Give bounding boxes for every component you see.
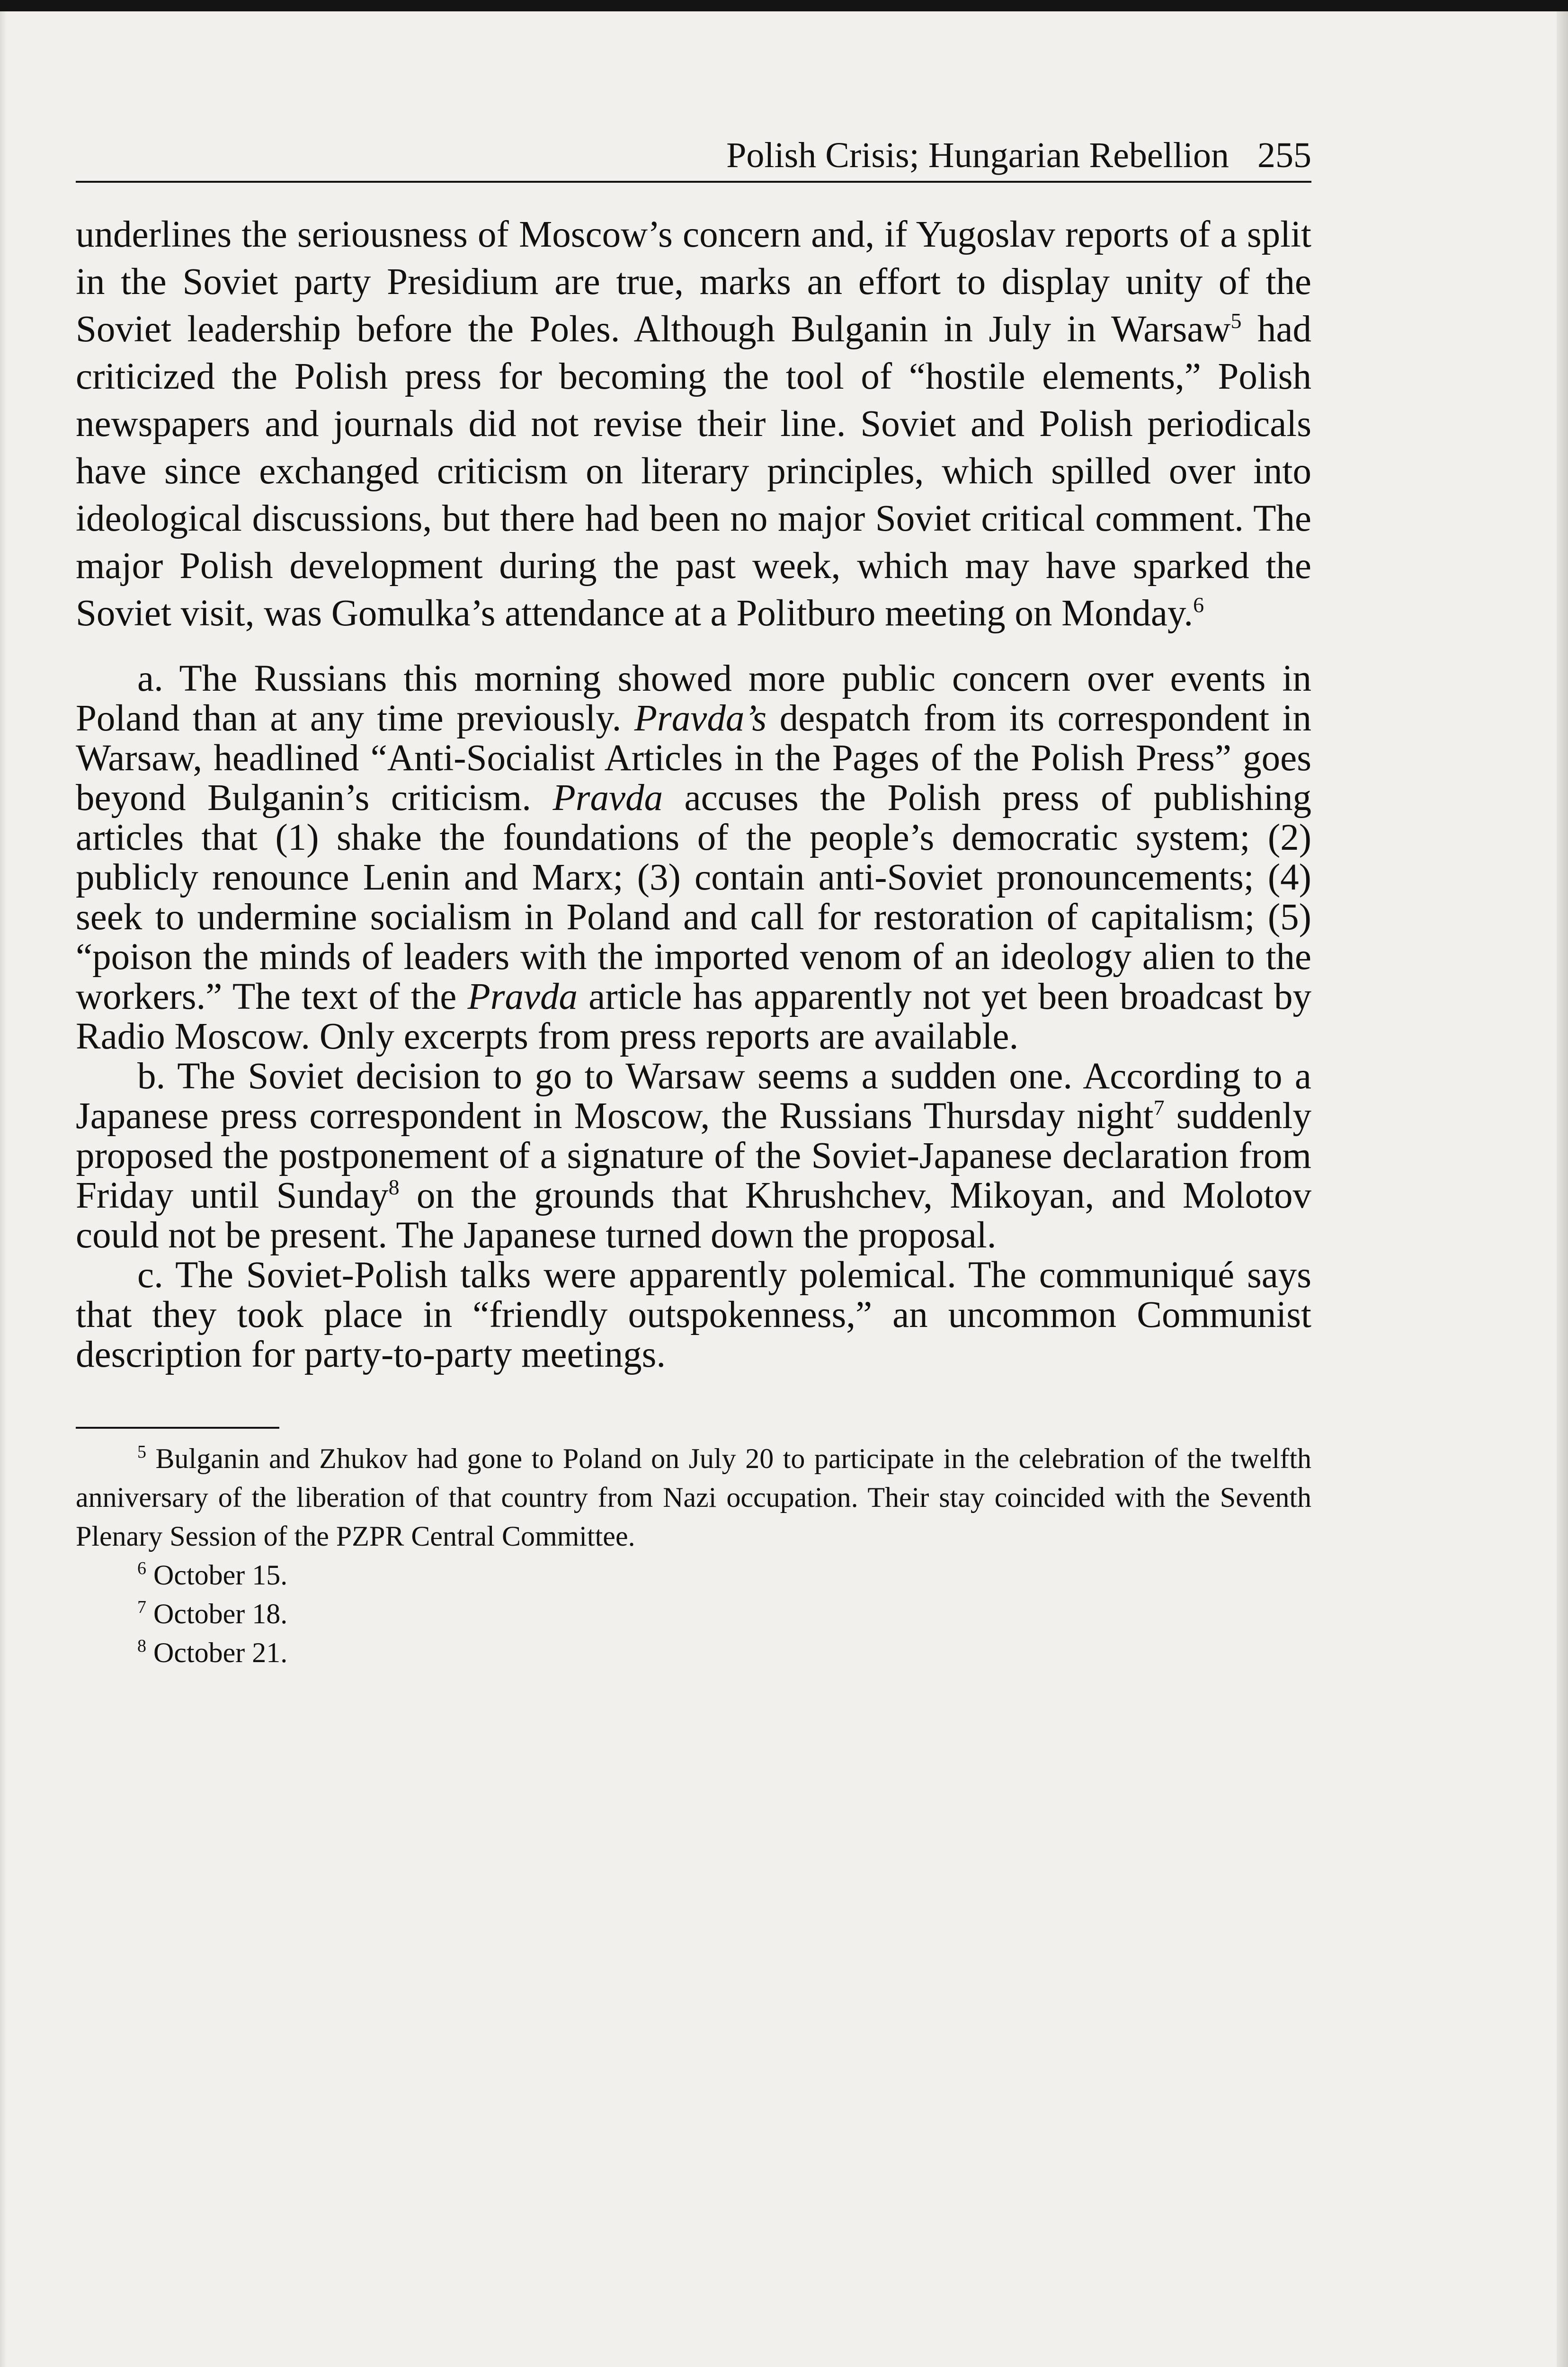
footnote-text: October 21. xyxy=(153,1637,288,1668)
footnotes xyxy=(76,1439,1311,1672)
item-a-text-2: despatch from its correspondent in Warsaw, headlined “Anti-Socialist Articles in the Pages of the Polish Press” goes beyond Bulganin’s criticism. xyxy=(76,698,1311,819)
lead-text-1: underlines the seriousness of Moscow’s concern and, if Yugoslav reports of a split in the Soviet party Presidium are true, marks an effort to display unity of the Soviet leadership before the Poles. Although Bulganin in July in Warsaw xyxy=(76,214,1311,350)
running-header-title: Polish Crisis; Hungarian Rebellion xyxy=(726,135,1229,175)
item-a-italic-pravda-2: Pravda xyxy=(467,976,578,1017)
footnote-ref-8: 8 xyxy=(388,1175,400,1199)
item-c-text-1: c. The Soviet-Polish talks were apparently polemical. The communiqué says that they took place in “friendly outspokenness,” an uncommon Communist description for party-to-party meetings. xyxy=(76,1255,1311,1375)
item-b-text-2: suddenly proposed the postponement of a signature of the Soviet-Japanese declaration from Friday until Sunday xyxy=(76,1095,1311,1216)
footnote-text: October 15. xyxy=(153,1559,288,1591)
body-text xyxy=(76,211,1311,1375)
footnote-number: 8 xyxy=(137,1636,146,1656)
footnote-text: October 18. xyxy=(153,1598,288,1629)
footnote-text: Bulganin and Zhukov had gone to Poland on July 20 to participate in the celebration of the twelfth anniversary of the liberation of that country from Nazi occupation. Their stay coincided with the Seventh Plenary Session of the PZPR Central Committee. xyxy=(76,1443,1311,1552)
item-b-text-1: b. The Soviet decision to go to Warsaw seems a sudden one. According to a Japanese press correspondent in Moscow, the Russians Thursday night xyxy=(76,1056,1311,1137)
lead-paragraph xyxy=(76,211,1311,637)
item-a-text-3: accuses the Polish press of publishing articles that (1) shake the foundations of the people’s democratic system; (2) publicly renounce Lenin and Marx; (3) contain anti-Soviet pronouncements; (4) seek to undermine socialism in Poland and call for restoration of capitalism; (5) “poison the minds of leaders with the imported venom of an ideology alien to the workers.” The text of the xyxy=(76,777,1311,1017)
document-page xyxy=(76,137,1311,1672)
item-a-italic-pravdas: Pravda’s xyxy=(634,698,767,739)
scan-top-border xyxy=(0,0,1568,11)
item-b-text-3: on the grounds that Khrushchev, Mikoyan, and Molotov could not be present. The Japanese turned down the proposal. xyxy=(76,1175,1311,1256)
footnote-ref-6: 6 xyxy=(1193,593,1204,617)
scan-left-edge xyxy=(0,11,7,2367)
footnote-6 xyxy=(76,1556,1311,1594)
running-header xyxy=(76,137,1311,183)
page-number: 255 xyxy=(1257,135,1311,175)
item-a-text-1: a. The Russians this morning showed more public concern over events in Poland than at any time previously. xyxy=(76,658,1311,739)
item-a-paragraph xyxy=(76,659,1311,1057)
footnote-7 xyxy=(76,1594,1311,1633)
footnote-number: 6 xyxy=(137,1558,146,1578)
footnote-number: 7 xyxy=(137,1597,146,1617)
item-b-paragraph xyxy=(76,1057,1311,1255)
footnote-ref-7: 7 xyxy=(1153,1095,1165,1120)
paragraph-gap xyxy=(76,637,1311,659)
footnote-ref-5: 5 xyxy=(1230,309,1242,333)
footnote-number: 5 xyxy=(137,1442,146,1462)
footnote-separator xyxy=(76,1427,279,1429)
item-c-paragraph xyxy=(76,1255,1311,1375)
item-a-italic-pravda-1: Pravda xyxy=(552,777,663,819)
footnote-5 xyxy=(76,1439,1311,1556)
scan-right-edge xyxy=(1557,11,1568,2367)
footnote-8 xyxy=(76,1633,1311,1672)
item-a-text-4: article has apparently not yet been broadcast by Radio Moscow. Only excerpts from press reports are available. xyxy=(76,976,1311,1057)
lead-text-2: had criticized the Polish press for becoming the tool of “hostile elements,” Polish newspapers and journals did not revise their line. Soviet and Polish periodicals have since exchanged criticism on literary principles, which spilled over into ideological discussions, but there had been no major Soviet critical comment. The major Polish development during the past week, which may have sparked the Soviet visit, was Gomulka’s attendance at a Politburo meeting on Monday. xyxy=(76,309,1311,634)
